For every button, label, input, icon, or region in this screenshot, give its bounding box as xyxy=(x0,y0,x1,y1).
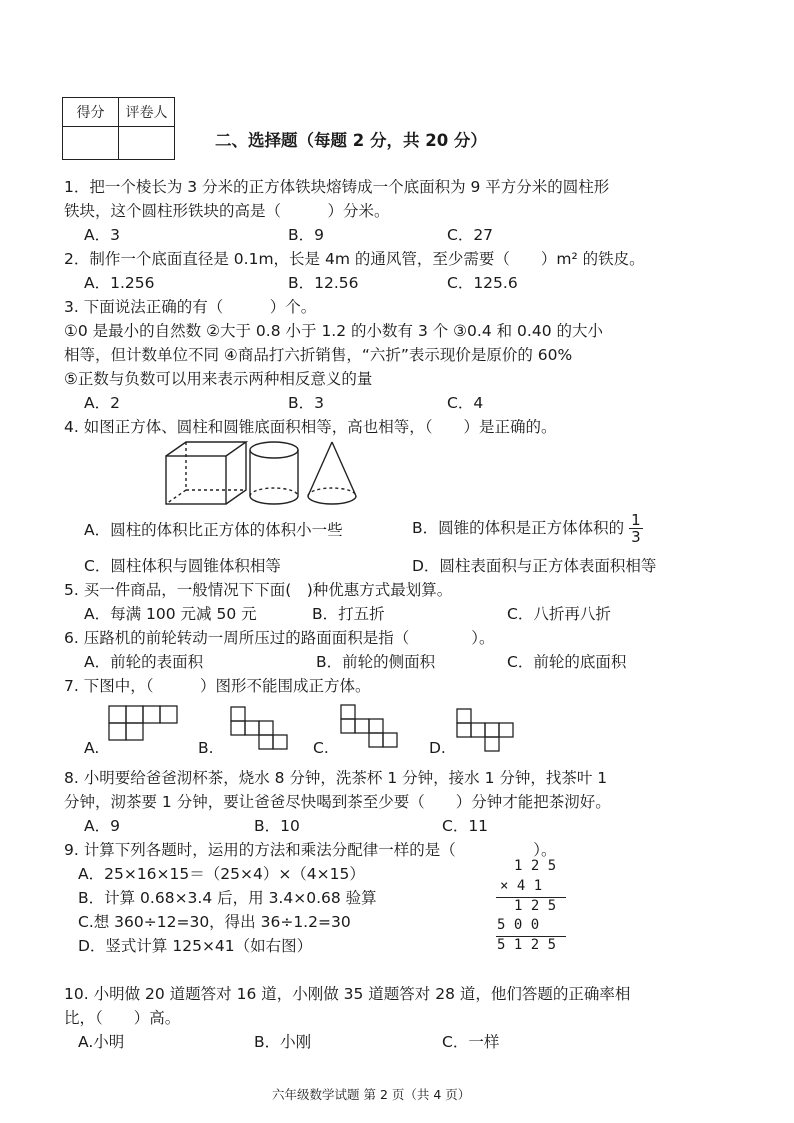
cube-top-edges xyxy=(166,442,246,456)
net-c xyxy=(340,704,410,750)
cone-bottom-back xyxy=(308,488,356,496)
q2-option-c[interactable]: C．125.6 xyxy=(447,274,518,292)
q3-line4: ⑤正数与负数可以用来表示两种相反意义的量 xyxy=(64,370,373,388)
q4-option-b-text: B．圆锥的体积是正方体体积的 xyxy=(412,519,625,537)
q5-option-a[interactable]: A．每满 100 元减 50 元 xyxy=(84,605,257,623)
q9-option-a[interactable]: A．25×16×15＝（25×4）×（4×15） xyxy=(78,865,365,883)
score-header: 得分 xyxy=(63,98,119,127)
q3-line2: ①0 是最小的自然数 ②大于 0.8 小于 1.2 的小数有 3 个 ③0.4 和 0.40 的大小 xyxy=(64,322,603,340)
score-table xyxy=(62,97,175,160)
q2-option-b[interactable]: B．12.56 xyxy=(288,274,359,292)
q4-option-c[interactable]: C．圆柱体积与圆锥体积相等 xyxy=(84,557,281,575)
cube-right-edges xyxy=(226,442,246,504)
cone-bottom-front xyxy=(308,496,356,504)
net-b xyxy=(230,706,300,752)
q1-option-a[interactable]: A．3 xyxy=(84,226,120,244)
q7-option-d[interactable]: D. xyxy=(429,739,446,757)
net-a xyxy=(108,705,188,751)
vertical-row-5: 5 1 2 5 xyxy=(497,937,557,953)
q4-option-b[interactable] xyxy=(412,512,643,545)
fraction-denominator: 3 xyxy=(631,528,641,546)
grader-header: 评卷人 xyxy=(119,98,175,127)
cylinder-top xyxy=(250,442,298,458)
q2-line1: 2．制作一个底面直径是 0.1m，长是 4m 的通风管，至少需要（ ）m² 的铁皮。 xyxy=(64,250,645,268)
q1-option-c[interactable]: C．27 xyxy=(447,226,494,244)
q6-option-b[interactable]: B．前轮的侧面积 xyxy=(316,653,436,671)
q9-line1: 9. 计算下列各题时，运用的方法和乘法分配律一样的是（ ）。 xyxy=(64,841,557,859)
q4-line1: 4. 如图正方体、圆柱和圆锥底面积相等，高也相等，（ ）是正确的。 xyxy=(64,418,557,436)
q7-option-a[interactable]: A. xyxy=(84,739,100,757)
q7-option-c[interactable]: C. xyxy=(313,739,329,757)
q2-option-a[interactable]: A．1.256 xyxy=(84,274,155,292)
q5-line1: 5. 买一件商品，一般情况下下面( )种优惠方式最划算。 xyxy=(64,581,453,599)
cone-left-side xyxy=(308,442,332,496)
q6-line1: 6. 压路机的前轮转动一周所压过的路面面积是指（ ）。 xyxy=(64,629,495,647)
q10-line1: 10. 小明做 20 道题答对 16 道，小刚做 35 道题答对 28 道，他们答题的正确率相 xyxy=(64,985,631,1003)
fraction-numerator: 1 xyxy=(631,511,641,529)
q10-option-a[interactable]: A.小明 xyxy=(78,1033,125,1051)
vertical-row-4: 5 0 0 xyxy=(497,917,540,933)
q9-option-d[interactable]: D．竖式计算 125×41（如右图） xyxy=(78,937,313,955)
q9-option-c[interactable]: C.想 360÷12=30，得出 36÷1.2=30 xyxy=(78,913,351,931)
net-d xyxy=(456,708,526,754)
q3-option-c[interactable]: C．4 xyxy=(447,394,484,412)
cylinder-bottom-front xyxy=(250,496,298,504)
score-cell[interactable] xyxy=(63,127,119,160)
vertical-row-3: 1 2 5 xyxy=(514,898,557,914)
cube-front-face xyxy=(166,456,226,504)
q8-line1: 8. 小明要给爸爸沏杯茶，烧水 8 分钟，洗茶杯 1 分钟，接水 1 分钟，找茶叶 1 xyxy=(64,769,608,787)
vertical-row-1: 1 2 5 xyxy=(514,858,557,874)
solids-figure xyxy=(160,438,370,510)
section-title: 二、选择题（每题 2 分，共 20 分） xyxy=(215,131,487,150)
q3-line1: 3. 下面说法正确的有（ ）个。 xyxy=(64,298,317,316)
q5-option-b[interactable]: B．打五折 xyxy=(312,605,385,623)
q9-option-b[interactable]: B．计算 0.68×3.4 后，用 3.4×0.68 验算 xyxy=(78,889,377,907)
one-third-fraction xyxy=(629,512,643,545)
cylinder-bottom-back xyxy=(250,488,298,496)
q4-option-a[interactable]: A．圆柱的体积比正方体的体积小一些 xyxy=(84,521,343,539)
q8-option-c[interactable]: C．11 xyxy=(442,817,489,835)
q10-line2: 比，（ ）高。 xyxy=(64,1009,181,1027)
q4-option-d[interactable]: D．圆柱表面积与正方体表面积相等 xyxy=(412,557,657,575)
q3-option-b[interactable]: B．3 xyxy=(288,394,324,412)
cube-hidden-edges xyxy=(186,442,246,490)
q7-line1: 7. 下图中，（ ）图形不能围成正方体。 xyxy=(64,677,371,695)
vertical-row-2: × 4 1 xyxy=(500,878,543,894)
q8-line2: 分钟，沏茶要 1 分钟，要让爸爸尽快喝到茶至少要（ ）分钟才能把茶沏好。 xyxy=(64,793,611,811)
q3-option-a[interactable]: A．2 xyxy=(84,394,120,412)
q10-option-c[interactable]: C．一样 xyxy=(442,1033,500,1051)
q1-option-b[interactable]: B．9 xyxy=(288,226,324,244)
q8-option-b[interactable]: B．10 xyxy=(254,817,300,835)
q6-option-a[interactable]: A．前轮的表面积 xyxy=(84,653,204,671)
q1-line1: 1．把一个棱长为 3 分米的正方体铁块熔铸成一个底面积为 9 平方分米的圆柱形 xyxy=(64,178,610,196)
q3-line3: 相等，但计数单位不同 ④商品打六折销售，“六折”表示现价是原价的 60% xyxy=(64,346,573,364)
q7-option-b[interactable]: B. xyxy=(198,739,214,757)
q6-option-c[interactable]: C．前轮的底面积 xyxy=(507,653,627,671)
grader-cell[interactable] xyxy=(119,127,175,160)
q8-option-a[interactable]: A．9 xyxy=(84,817,120,835)
q1-line2: 铁块，这个圆柱形铁块的高是（ ）分米。 xyxy=(64,202,390,220)
page-footer: 六年级数学试题 第 2 页（共 4 页） xyxy=(272,1087,471,1102)
q10-option-b[interactable]: B．小刚 xyxy=(254,1033,312,1051)
q5-option-c[interactable]: C．八折再八折 xyxy=(507,605,611,623)
